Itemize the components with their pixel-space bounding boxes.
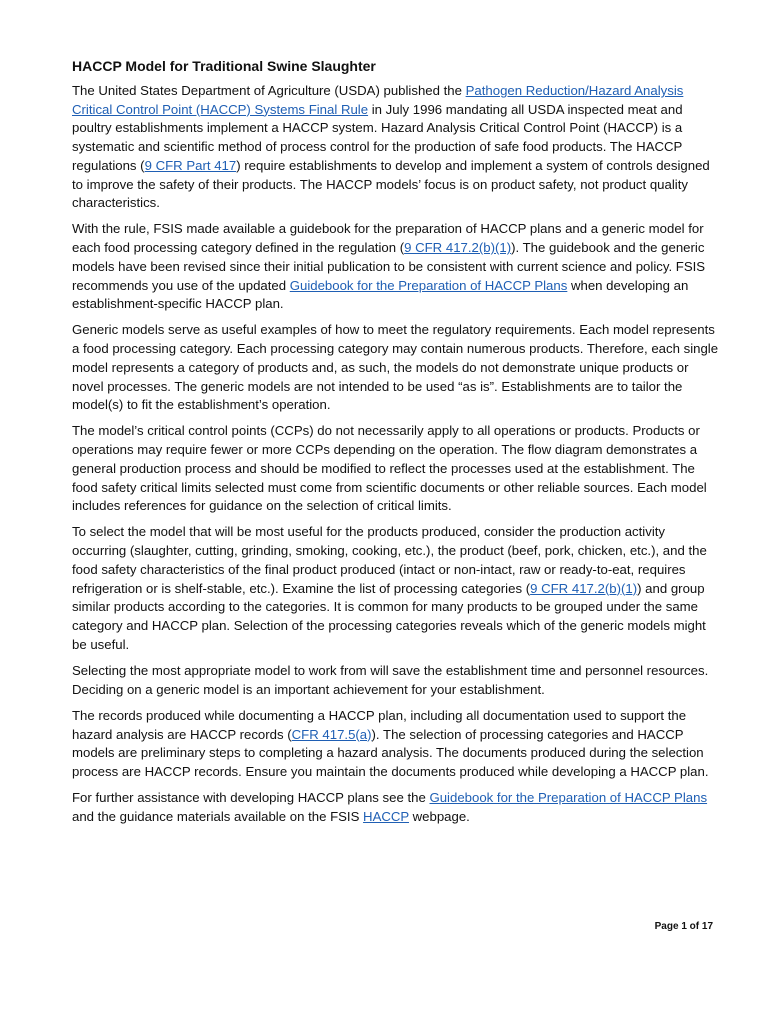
cfr-417-5-link[interactable]: CFR 417.5(a) bbox=[291, 726, 372, 742]
cfr-417-2-link[interactable]: 9 CFR 417.2(b)(1) bbox=[404, 240, 512, 256]
paragraph-intro bbox=[72, 82, 722, 213]
paragraph-text: To select the model that will be most useful for the products produced, consider the production activity occurring (slaughter, cutting, grinding, smoking, cooking, etc.), the product (beef, pork, chicken, etc.), and the food safety characteristics of the final product produced (intact or non-intact, raw or ready-to-eat, requires refrigeration or is shelf-stable, etc.). Examine the list of processing categories ( bbox=[72, 524, 707, 596]
paragraph-text: ). The selection of processing categories and HACCP models are preliminary steps to completing a hazard analysis. The documents produced during the selection process are HACCP records. Ensure you maintain the documents produced while developing a HACCP plan. bbox=[72, 726, 709, 779]
paragraph-ccps: The model’s critical control points (CCPs) do not necessarily apply to all operations or products. Products or operations may require fewer or more CCPs depending on the operation. The flow diagram demonstrates a general production process and should be modified to reflect the processes used at the establishment. The food safety critical limits selected must come from scientific documents or other reliable sources. Each model includes references for guidance on the selection of critical limits. bbox=[72, 423, 707, 514]
paragraph-text: ). The guidebook and the generic models have been revised since their initial publication to be consistent with current science and policy. FSIS recommends you use of the updated bbox=[72, 240, 706, 293]
document-title: HACCP Model for Traditional Swine Slaughter bbox=[72, 58, 376, 74]
paragraph-text: The United States Department of Agriculture (USDA) published the bbox=[72, 83, 466, 98]
paragraph-text: webpage. bbox=[408, 808, 470, 824]
paragraph-text: The records produced while documenting a HACCP plan, including all documentation used to support the hazard analysis are HACCP records ( bbox=[72, 707, 687, 742]
paragraph-text: With the rule, FSIS made available a guidebook for the preparation of HACCP plans and a generic model for each food processing category defined in the regulation ( bbox=[72, 221, 704, 256]
paragraph-text: ) and group similar products according to the categories. It is common for many products to be grouped under the same category and HACCP plan. Selection of the processing categories reveals which of the generic models might be useful. bbox=[72, 580, 706, 652]
paragraph-text: in July 1996 mandating all USDA inspected meat and poultry establishments implement a HACCP system. Hazard Analysis Critical Control Point (HACCP) is a systematic and scientific method of process control for the production of safe food products. The HACCP regulations ( bbox=[72, 101, 683, 173]
cfr-part-417-link[interactable]: 9 CFR Part 417 bbox=[144, 157, 237, 173]
paragraph-text: and the guidance materials available on the FSIS bbox=[72, 808, 364, 824]
page-number: Page 1 of 17 bbox=[654, 921, 713, 932]
guidebook-link[interactable]: Guidebook for the Preparation of HACCP Plans bbox=[289, 277, 568, 293]
paragraph-assistance bbox=[72, 789, 722, 826]
paragraph-generic-models: Generic models serve as useful examples of how to meet the regulatory requirements. Each model represents a food processing category. Each processing category may contain numerous products. Therefore, each single model represents a category of products and, as such, the models do not demonstrate unique products or novel processes. The generic models are not intended to be used “as is”. Establishments are to tailor the model(s) to fit the establishment’s operation. bbox=[72, 322, 719, 413]
paragraph-text: For further assistance with developing HACCP plans see the bbox=[72, 790, 430, 806]
paragraph-guidebook bbox=[72, 220, 722, 314]
paragraph-select-model bbox=[72, 523, 722, 654]
cfr-417-2-link-2[interactable]: 9 CFR 417.2(b)(1) bbox=[530, 580, 638, 596]
paragraph-text: when developing an establishment-specific HACCP plan. bbox=[72, 277, 689, 312]
paragraph-records bbox=[72, 707, 722, 782]
final-rule-link[interactable]: Pathogen Reduction/Hazard Analysis Critical Control Point (HACCP) Systems Final Rule bbox=[72, 83, 684, 117]
paragraph-resources: Selecting the most appropriate model to work from will save the establishment time and personnel resources. Deciding on a generic model is an important achievement for your establishment. bbox=[72, 662, 709, 697]
paragraph-text: ) require establishments to develop and implement a system of controls designed to improve the safety of their products. The HACCP models’ focus is on product safety, not product quality characteristics. bbox=[72, 157, 710, 211]
guidebook-link-2[interactable]: Guidebook for the Preparation of HACCP Plans bbox=[429, 790, 708, 806]
document-body bbox=[72, 56, 722, 834]
haccp-webpage-link[interactable]: HACCP bbox=[363, 808, 409, 824]
